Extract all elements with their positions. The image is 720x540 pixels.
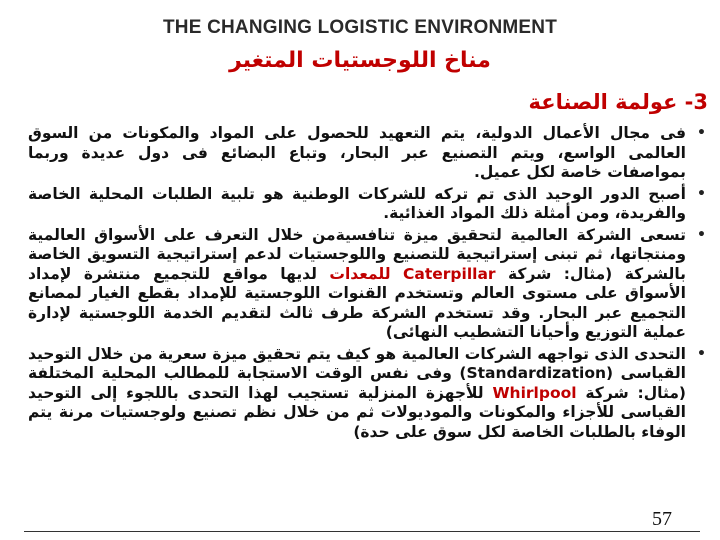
section-heading: 3- عولمة الصناعة — [528, 90, 708, 114]
slide-title-english: THE CHANGING LOGISTIC ENVIRONMENT — [163, 17, 557, 38]
bullet-dot-icon: • — [697, 125, 706, 141]
bullet-text: لديها مواقع للتجميع منتشرة لإمداد الأسواق على مستوى العالم وتستخدم القنوات اللوجستية للإمداد بقطع الغيار لمصانع التجميع عبر البحار. وقد تستخدم الشركة طرف ثالث لتقديم الخدمة اللوجستية لإدارة عملية التوزيع وأحيانا التشطيب النهائى) — [28, 264, 686, 341]
bullet-text: فى مجال الأعمال الدولية، يتم التعهيد للحصول على المواد والمكونات من السوق العالمى الواسع، ويتم التصنيع عبر البحار، وتباع البضائع فى دول عديدة وربما بمواصفات خاصة لكل عميل. — [28, 124, 686, 181]
page-number: 57 — [652, 508, 672, 530]
bullet-item — [28, 345, 708, 443]
bullet-text: أصبح الدور الوحيد الذى تم تركه للشركات الوطنية هو تلبية الطلبات المحلية الخاصة والفريدة، ومن أمثلة ذلك المواد الغذائية. — [28, 184, 686, 222]
bullet-item — [28, 185, 708, 224]
bullet-dot-icon: • — [697, 226, 706, 243]
bullet-list — [28, 124, 708, 444]
company-highlight: Whirlpool — [492, 383, 577, 402]
company-highlight: Caterpillar للمعدات — [329, 264, 496, 283]
bullet-text: للأجهزة المنزلية تستجيب لهذا التحدى باللجوء إلى التوحيد القياسى للأجزاء والمكونات والموديولات ثم من خلال نظم تصنيع ولوجستيات مرنة يتم الوفاء بالطلبات الخاصة لكل سوق على حدة) — [28, 383, 686, 441]
slide-title-arabic: مناخ اللوجستيات المتغير — [229, 48, 491, 73]
bullet-item — [28, 124, 708, 183]
bullet-dot-icon: • — [697, 345, 706, 362]
bullet-text: تسعى الشركة العالمية لتحقيق ميزة تنافسيةمن خلال التعرف على الأسواق العالمية ومنتجاتها، ثم تبنى إستراتيجية للتصنيع واللوجستيات لدعم إستراتيجية التسويق الخاصة بالشركة (مثال: شركة — [28, 225, 687, 283]
bullet-dot-icon: • — [697, 185, 706, 202]
bullet-text: التحدى الذى تواجهه الشركات العالمية هو كيف يتم تحقيق ميزة سعرية من خلال التوحيد القياسى (Standardization) وفى نفس الوقت الاستجابة للمطالب المحلية المختلفة (مثال: شركة — [28, 344, 687, 402]
bottom-rule — [24, 531, 700, 532]
bullet-item — [28, 226, 708, 343]
